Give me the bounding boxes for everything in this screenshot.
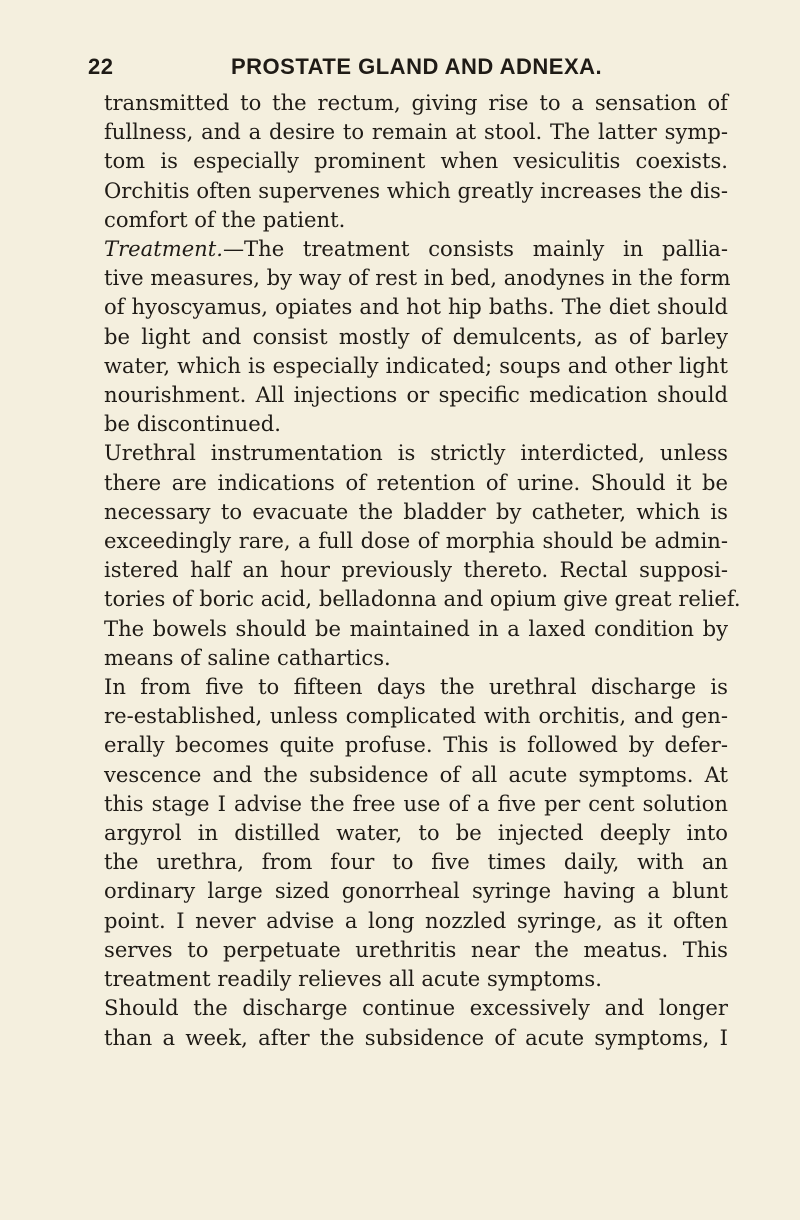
text-line: vescence and the subsidence of all acute symptoms. At [104, 761, 728, 787]
text-line: this stage I advise the free use of a five per cent solution [104, 790, 728, 816]
paragraph-5 [104, 993, 728, 1051]
paragraph-treatment [104, 234, 731, 438]
text-line: istered half an hour previously thereto. Rectal supposi- [104, 557, 728, 583]
text-line: Urethral instrumentation is strictly interdicted, unless [104, 440, 728, 466]
text-line: fullness, and a desire to remain at stool. The latter symp- [104, 119, 728, 145]
text-line: there are indications of retention of urine. Should it be [104, 469, 728, 495]
text-line: Should the discharge continue excessively and longer [104, 995, 728, 1021]
text-line: serves to perpetuate urethritis near the meatus. This [104, 936, 728, 962]
text-line: be light and consist mostly of demulcents, as of barley [104, 323, 728, 349]
text-line: tom is especially prominent when vesiculitis coexists. [104, 148, 728, 174]
paragraph-1 [104, 88, 728, 234]
running-title: PROSTATE GLAND AND ADNEXA. [231, 54, 603, 79]
text-line [104, 234, 728, 263]
paragraph-4 [104, 672, 728, 993]
text-line: be discontinued. [104, 411, 281, 437]
text-line: tive measures, by way of rest in bed, anodynes in the form [104, 265, 731, 291]
text-line: water, which is especially indicated; soups and other light [104, 352, 728, 378]
text-line: Orchitis often supervenes which greatly increases the dis- [104, 177, 728, 203]
text-line: of hyoscyamus, opiates and hot hip baths. The diet should [104, 294, 728, 320]
text-line: erally becomes quite profuse. This is followed by defer- [104, 732, 728, 758]
text-line: treatment readily relieves all acute symptoms. [104, 966, 602, 992]
text-line: necessary to evacuate the bladder by catheter, which is [104, 498, 728, 524]
body-text [104, 88, 741, 1052]
text-line: exceedingly rare, a full dose of morphia should be admin- [104, 528, 728, 554]
treatment-heading: Treatment. [104, 236, 223, 262]
text-line: The bowels should be maintained in a laxed condition by [104, 615, 728, 641]
text-line: ordinary large sized gonorrheal syringe having a blunt [104, 878, 728, 904]
text-line: transmitted to the rectum, giving rise to a sensation of [104, 90, 728, 115]
text-line: than a week, after the subsidence of acute symptoms, I [104, 1024, 728, 1050]
text-line: argyrol in distilled water, to be injected deeply into [104, 820, 728, 846]
paragraph-3 [104, 438, 741, 672]
text-line: the urethra, from four to five times daily, with an [104, 849, 728, 875]
text-line: point. I never advise a long nozzled syringe, as it often [104, 907, 728, 933]
text-line: re-established, unless complicated with orchitis, and gen- [104, 703, 728, 729]
text-line: means of saline cathartics. [104, 644, 391, 670]
text-line: nourishment. All injections or specific medication should [104, 382, 728, 408]
running-head [88, 54, 728, 84]
page-number: 22 [88, 54, 114, 79]
text-run: —The treatment consists mainly in pallia- [222, 236, 728, 262]
text-line: In from five to fifteen days the urethral discharge is [104, 674, 728, 700]
text-line: tories of boric acid, belladonna and opium give great relief. [104, 586, 741, 612]
text-line: comfort of the patient. [104, 206, 346, 232]
